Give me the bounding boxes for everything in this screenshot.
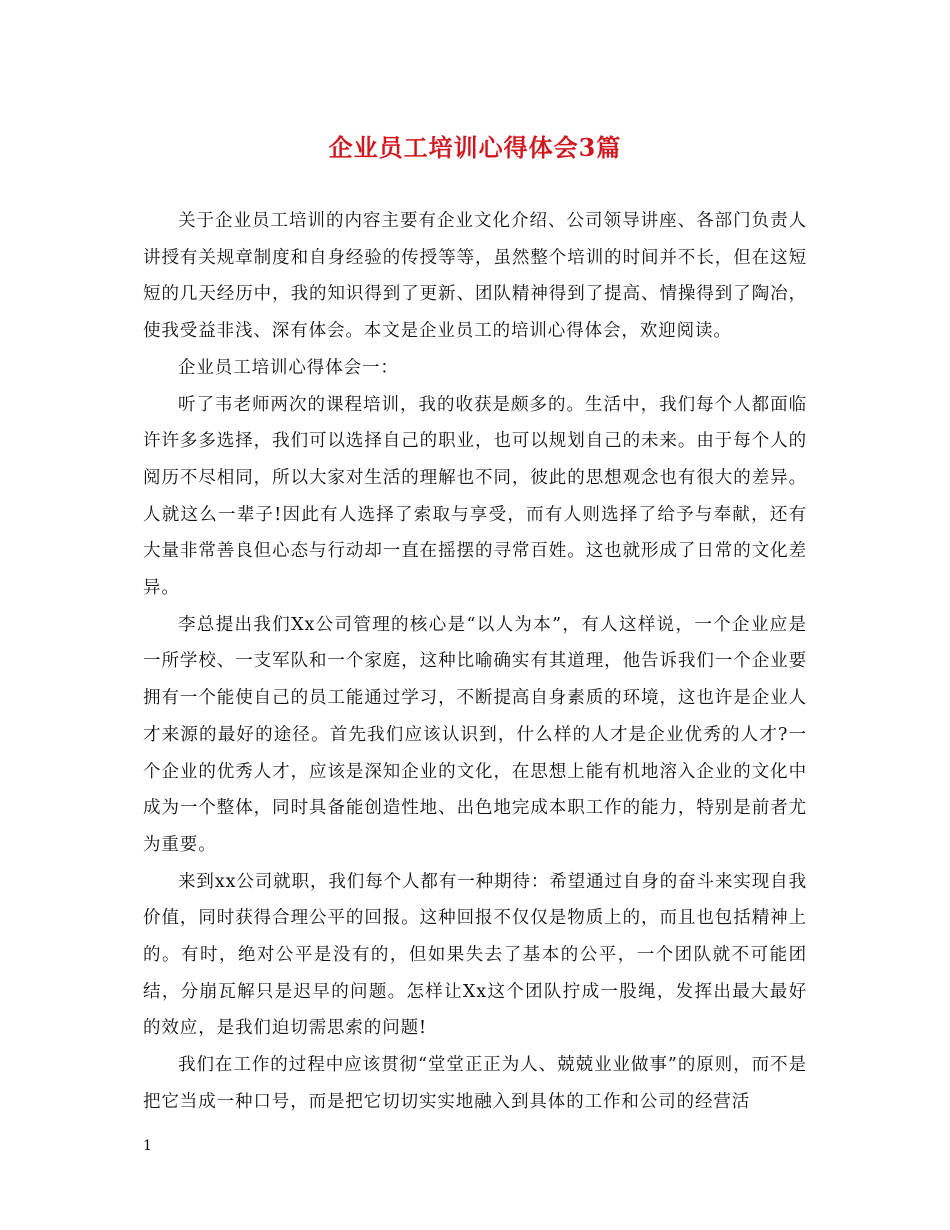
- section-heading: 企业员工培训心得体会一：: [178, 357, 399, 378]
- body-paragraph: 我们在工作的过程中应该贯彻“堂堂正正为人、兢兢业业做事”的原则，而不是把它当成一种口号，而是把它切切实实地融入到具体的工作和公司的经营活: [143, 1055, 807, 1112]
- page-number: 1: [143, 1138, 152, 1154]
- document-title: 企业员工培训心得体会3篇: [328, 133, 622, 162]
- body-paragraph: 来到xx公司就职，我们每个人都有一种期待：希望通过自身的奋斗来实现自我价值，同时获得合理公平的回报。这种回报不仅仅是物质上的，而且也包括精神上的。有时，绝对公平是没有的，但如果失去了基本的公平，一个团队就不可能团结，分崩瓦解只是迟早的问题。怎样让Xx这个团队拧成一股绳，发挥出最大最好的效应，是我们迫切需思索的问题!: [143, 871, 807, 1039]
- document-body: [143, 203, 807, 1121]
- body-paragraph: 听了韦老师两次的课程培训，我的收获是颇多的。生活中，我们每个人都面临许许多多选择，我们可以选择自己的职业，也可以规划自己的未来。由于每个人的阅历不尽相同，所以大家对生活的理解也不同，彼此的思想观念也有很大的差异。人就这么一辈子!因此有人选择了索取与享受，而有人则选择了给予与奉献，还有大量非常善良但心态与行动却一直在摇摆的寻常百姓。这也就形成了日常的文化差异。: [143, 394, 807, 599]
- intro-paragraph: 关于企业员工培训的内容主要有企业文化介绍、公司领导讲座、各部门负责人讲授有关规章制度和自身经验的传授等等，虽然整个培训的时间并不长，但在这短短的几天经历中，我的知识得到了更新、团队精神得到了提高、情操得到了陶冶，使我受益非浅、深有体会。本文是企业员工的培训心得体会，欢迎阅读。: [143, 211, 807, 342]
- body-paragraph: 李总提出我们Xx公司管理的核心是“以人为本”，有人这样说，一个企业应是一所学校、一支军队和一个家庭，这种比喻确实有其道理，他告诉我们一个企业要拥有一个能使自己的员工能通过学习，不断提高自身素质的环境，这也许是企业人才来源的最好的途径。首先我们应该认识到，什么样的人才是企业优秀的人才?一个企业的优秀人才，应该是深知企业的文化，在思想上能有机地溶入企业的文化中成为一个整体，同时具备能创造性地、出色地完成本职工作的能力，特别是前者尤为重要。: [143, 614, 807, 855]
